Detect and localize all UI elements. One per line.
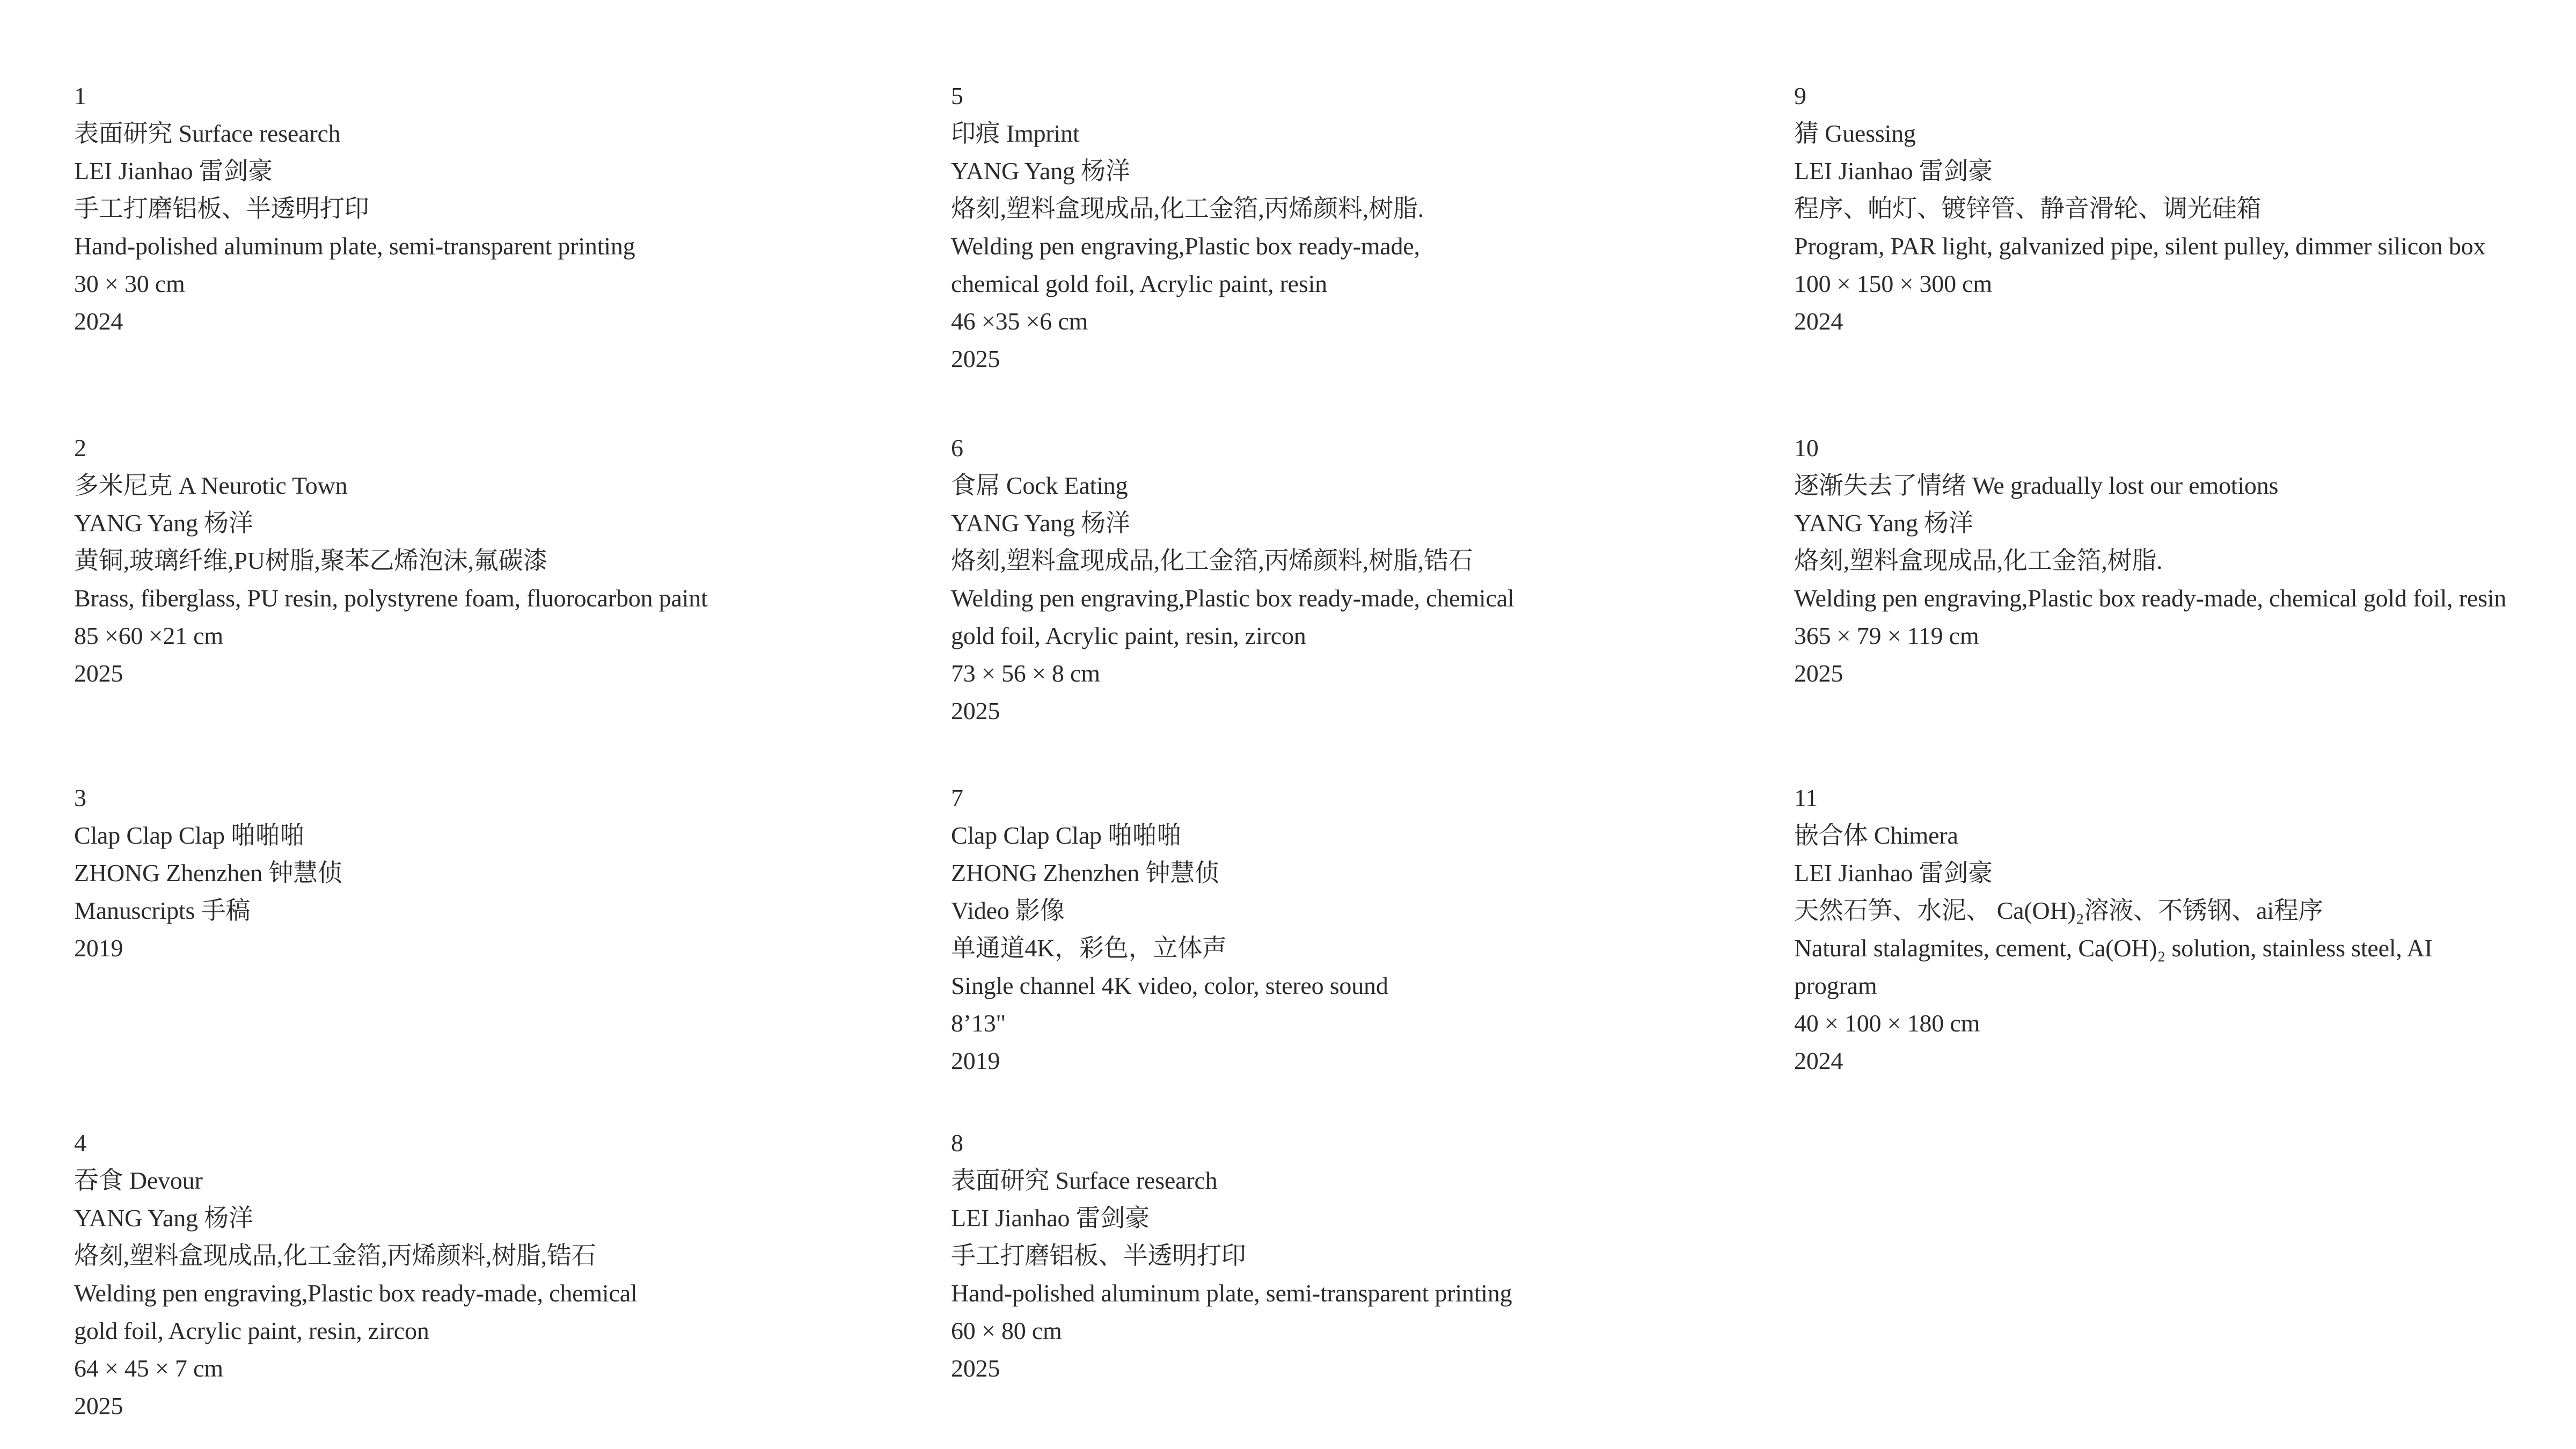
dimensions: 46 ×35 ×6 cm <box>951 308 1088 335</box>
artwork-title: Clap Clap Clap 啪啪啪 <box>74 822 305 849</box>
artwork-label-7 <box>951 779 1788 1080</box>
artwork-title: 食屌 Cock Eating <box>951 472 1128 499</box>
artwork-label-3 <box>74 779 911 967</box>
artwork-label-11 <box>1794 779 2575 1080</box>
medium-english: Hand-polished aluminum plate, semi-transparent printing <box>74 232 635 260</box>
year: 2025 <box>74 660 123 687</box>
medium-chinese: 烙刻,塑料盒现成品,化工金箔,丙烯颜料,树脂,锆石 <box>951 547 1473 574</box>
medium-chinese: 烙刻,塑料盒现成品,化工金箔,丙烯颜料,树脂,锆石 <box>74 1242 596 1269</box>
year: 2025 <box>951 697 1000 724</box>
dimensions: 365 × 79 × 119 cm <box>1794 622 1979 649</box>
artwork-number: 8 <box>951 1129 963 1157</box>
dimensions: 85 ×60 ×21 cm <box>74 622 223 649</box>
artwork-title: Clap Clap Clap 啪啪啪 <box>951 822 1182 849</box>
artwork-label-4 <box>74 1124 911 1425</box>
medium-english: Program, PAR light, galvanized pipe, silent pulley, dimmer silicon box <box>1794 232 2486 260</box>
medium-chinese: 烙刻,塑料盒现成品,化工金箔,丙烯颜料,树脂. <box>951 195 1424 222</box>
artist-name: YANG Yang 杨洋 <box>951 157 1130 185</box>
medium-english-line-2: gold foil, Acrylic paint, resin, zircon <box>74 1317 429 1344</box>
artwork-number: 5 <box>951 82 963 109</box>
medium-chinese: 手工打磨铝板、半透明打印 <box>74 195 369 222</box>
artwork-title: 印痕 Imprint <box>951 120 1080 147</box>
dimensions: 73 × 56 × 8 cm <box>951 660 1100 687</box>
artwork-number: 2 <box>74 434 86 462</box>
artwork-number: 3 <box>74 784 86 811</box>
year: 2025 <box>1794 660 1843 687</box>
artwork-label-5 <box>951 77 1788 378</box>
artwork-title: 吞食 Devour <box>74 1167 203 1194</box>
artwork-label-9 <box>1794 77 2575 340</box>
artwork-title: 表面研究 Surface research <box>951 1167 1218 1194</box>
artwork-number: 6 <box>951 434 963 462</box>
dimensions: 100 × 150 × 300 cm <box>1794 270 1992 297</box>
dimensions: 60 × 80 cm <box>951 1317 1062 1344</box>
year: 2024 <box>1794 308 1843 335</box>
format-chinese: 单通道4K，彩色，立体声 <box>951 934 1227 962</box>
artwork-label-10 <box>1794 429 2575 692</box>
artwork-number: 11 <box>1794 784 1818 811</box>
medium: Manuscripts 手稿 <box>74 897 251 924</box>
year: 2025 <box>74 1392 123 1419</box>
medium-english-line-1: Welding pen engraving,Plastic box ready-made, chemical <box>74 1279 638 1307</box>
artwork-title: 嵌合体 Chimera <box>1794 822 1958 849</box>
medium-english-line-2: gold foil, Acrylic paint, resin, zircon <box>951 622 1306 649</box>
artist-name: LEI Jianhao 雷剑豪 <box>1794 859 1993 887</box>
medium-english-line-2: chemical gold foil, Acrylic paint, resin <box>951 270 1327 297</box>
artist-name: YANG Yang 杨洋 <box>951 509 1130 537</box>
medium-chinese: 手工打磨铝板、半透明打印 <box>951 1242 1246 1269</box>
artwork-title: 猜 Guessing <box>1794 120 1916 147</box>
artist-name: YANG Yang 杨洋 <box>1794 509 1973 537</box>
artist-name: LEI Jianhao 雷剑豪 <box>74 157 273 185</box>
artwork-label-2 <box>74 429 911 692</box>
medium-english-line-1: Welding pen engraving,Plastic box ready-made, <box>951 232 1420 260</box>
medium-english-line-1: Natural stalagmites, cement, Ca(OH)₂ solution, stainless steel, AI <box>1794 934 2433 962</box>
artwork-label-1 <box>74 77 911 340</box>
year: 2019 <box>74 934 123 962</box>
artwork-label-8 <box>951 1124 1788 1387</box>
artist-name: ZHONG Zhenzhen 钟慧侦 <box>74 859 342 887</box>
artwork-number: 7 <box>951 784 963 811</box>
medium-english-line-1: Welding pen engraving,Plastic box ready-made, chemical <box>951 584 1514 612</box>
dimensions: 30 × 30 cm <box>74 270 185 297</box>
dimensions: 64 × 45 × 7 cm <box>74 1355 223 1382</box>
medium: Video 影像 <box>951 897 1065 924</box>
medium-chinese: 程序、帕灯、镀锌管、静音滑轮、调光硅箱 <box>1794 195 2262 222</box>
artist-name: LEI Jianhao 雷剑豪 <box>951 1204 1150 1232</box>
year: 2024 <box>1794 1047 1843 1074</box>
year: 2025 <box>951 345 1000 372</box>
artwork-number: 1 <box>74 82 86 109</box>
artist-name: YANG Yang 杨洋 <box>74 509 253 537</box>
artist-name: YANG Yang 杨洋 <box>74 1204 253 1232</box>
duration: 8’13" <box>951 1009 1006 1037</box>
year: 2024 <box>74 308 123 335</box>
year: 2025 <box>951 1355 1000 1382</box>
artist-name: LEI Jianhao 雷剑豪 <box>1794 157 1993 185</box>
artwork-title: 逐渐失去了情绪 We gradually lost our emotions <box>1794 472 2279 499</box>
year: 2019 <box>951 1047 1000 1074</box>
artist-name: ZHONG Zhenzhen 钟慧侦 <box>951 859 1219 887</box>
artwork-number: 4 <box>74 1129 86 1157</box>
medium-english-line-2: program <box>1794 972 1877 999</box>
medium-chinese: 烙刻,塑料盒现成品,化工金箔,树脂. <box>1794 547 2163 574</box>
artwork-title: 表面研究 Surface research <box>74 120 341 147</box>
artwork-label-6 <box>951 429 1788 730</box>
artwork-number: 9 <box>1794 82 1806 109</box>
medium-english: Hand-polished aluminum plate, semi-transparent printing <box>951 1279 1512 1307</box>
medium-chinese: 天然石笋、水泥、 Ca(OH)₂溶液、不锈钢、ai程序 <box>1794 897 2323 924</box>
format-english: Single channel 4K video, color, stereo sound <box>951 972 1388 999</box>
medium-english: Brass, fiberglass, PU resin, polystyrene foam, fluorocarbon paint <box>74 584 708 612</box>
dimensions: 40 × 100 × 180 cm <box>1794 1009 1980 1037</box>
medium-english: Welding pen engraving,Plastic box ready-made, chemical gold foil, resin <box>1794 584 2507 612</box>
artwork-number: 10 <box>1794 434 1819 462</box>
medium-chinese: 黄铜,玻璃纤维,PU树脂,聚苯乙烯泡沫,氟碳漆 <box>74 547 548 574</box>
artwork-title: 多米尼克 A Neurotic Town <box>74 472 348 499</box>
